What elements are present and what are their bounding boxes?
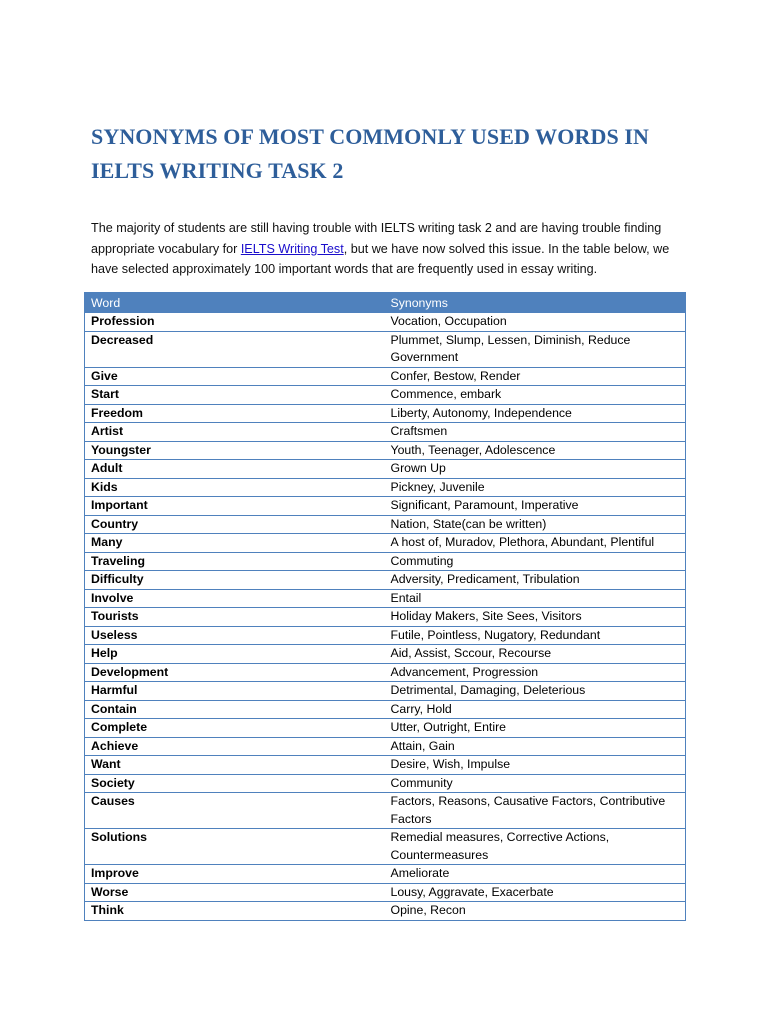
table-row [85, 829, 686, 865]
table-row [85, 552, 686, 571]
synonyms-table [84, 292, 686, 921]
table-row [85, 313, 686, 332]
word-cell: Useless [85, 626, 385, 645]
word-cell: Harmful [85, 682, 385, 701]
table-row [85, 515, 686, 534]
synonyms-cell: Opine, Recon [385, 902, 686, 921]
table-row [85, 663, 686, 682]
word-cell: Achieve [85, 737, 385, 756]
synonyms-cell: Utter, Outright, Entire [385, 719, 686, 738]
table-row [85, 386, 686, 405]
table-row [85, 589, 686, 608]
table-row [85, 404, 686, 423]
table-row [85, 423, 686, 442]
synonyms-cell: Holiday Makers, Site Sees, Visitors [385, 608, 686, 627]
table-row [85, 534, 686, 553]
word-cell: Think [85, 902, 385, 921]
intro-text-after-link: , but we have now solved this issue. In the table below, we have selected approximately 100 important words that are frequently used in essay writing. [91, 241, 670, 276]
synonyms-cell: Aid, Assist, Sccour, Recourse [385, 645, 686, 664]
table-row [85, 478, 686, 497]
table-row [85, 682, 686, 701]
intro-text-before-link: The majority of students are still having trouble with IELTS writing task 2 and are having trouble finding appropriate vocabulary for [91, 221, 662, 256]
word-cell: Important [85, 497, 385, 516]
synonyms-cell: Carry, Hold [385, 700, 686, 719]
word-cell: Improve [85, 865, 385, 884]
table-row [85, 883, 686, 902]
word-cell: Involve [85, 589, 385, 608]
synonyms-table-container [84, 292, 685, 921]
word-cell: Give [85, 367, 385, 386]
synonyms-cell: Commence, embark [385, 386, 686, 405]
word-cell: Contain [85, 700, 385, 719]
table-row [85, 626, 686, 645]
table-header-row [85, 293, 686, 313]
word-cell: Freedom [85, 404, 385, 423]
word-cell: Difficulty [85, 571, 385, 590]
table-row [85, 497, 686, 516]
synonyms-cell: Attain, Gain [385, 737, 686, 756]
intro-paragraph [91, 218, 691, 280]
word-cell: Complete [85, 719, 385, 738]
synonyms-cell: Grown Up [385, 460, 686, 479]
synonyms-cell: Youth, Teenager, Adolescence [385, 441, 686, 460]
table-row [85, 367, 686, 386]
word-cell: Help [85, 645, 385, 664]
synonyms-cell: Craftsmen [385, 423, 686, 442]
word-cell: Society [85, 774, 385, 793]
word-cell: Artist [85, 423, 385, 442]
word-cell: Kids [85, 478, 385, 497]
table-row [85, 737, 686, 756]
synonyms-cell: Plummet, Slump, Lessen, Diminish, Reduce Government [385, 331, 686, 367]
synonyms-cell: Futile, Pointless, Nugatory, Redundant [385, 626, 686, 645]
synonyms-cell: Factors, Reasons, Causative Factors, Contributive Factors [385, 793, 686, 829]
synonyms-cell: Liberty, Autonomy, Independence [385, 404, 686, 423]
synonyms-cell: Nation, State(can be written) [385, 515, 686, 534]
column-header-word: Word [85, 293, 385, 313]
synonyms-cell: Pickney, Juvenile [385, 478, 686, 497]
word-cell: Tourists [85, 608, 385, 627]
synonyms-cell: Ameliorate [385, 865, 686, 884]
column-header-synonyms: Synonyms [385, 293, 686, 313]
synonyms-cell: Entail [385, 589, 686, 608]
table-row [85, 608, 686, 627]
table-row [85, 902, 686, 921]
synonyms-cell: Significant, Paramount, Imperative [385, 497, 686, 516]
table-row [85, 700, 686, 719]
synonyms-cell: Advancement, Progression [385, 663, 686, 682]
table-row [85, 571, 686, 590]
word-cell: Worse [85, 883, 385, 902]
word-cell: Traveling [85, 552, 385, 571]
synonyms-cell: Detrimental, Damaging, Deleterious [385, 682, 686, 701]
word-cell: Youngster [85, 441, 385, 460]
table-row [85, 460, 686, 479]
word-cell: Profession [85, 313, 385, 332]
synonyms-cell: Adversity, Predicament, Tribulation [385, 571, 686, 590]
synonyms-cell: Vocation, Occupation [385, 313, 686, 332]
word-cell: Want [85, 756, 385, 775]
synonyms-cell: Confer, Bestow, Render [385, 367, 686, 386]
word-cell: Development [85, 663, 385, 682]
synonyms-cell: Commuting [385, 552, 686, 571]
synonyms-cell: Lousy, Aggravate, Exacerbate [385, 883, 686, 902]
word-cell: Start [85, 386, 385, 405]
synonyms-cell: Remedial measures, Corrective Actions, Countermeasures [385, 829, 686, 865]
table-row [85, 756, 686, 775]
table-row [85, 793, 686, 829]
ielts-writing-test-link[interactable]: IELTS Writing Test [240, 241, 344, 256]
table-row [85, 719, 686, 738]
word-cell: Solutions [85, 829, 385, 865]
synonyms-cell: Desire, Wish, Impulse [385, 756, 686, 775]
word-cell: Many [85, 534, 385, 553]
word-cell: Country [85, 515, 385, 534]
table-body [85, 313, 686, 921]
synonyms-cell: Community [385, 774, 686, 793]
synonyms-cell: A host of, Muradov, Plethora, Abundant, Plentiful [385, 534, 686, 553]
table-row [85, 774, 686, 793]
word-cell: Causes [85, 793, 385, 829]
word-cell: Decreased [85, 331, 385, 367]
table-header [85, 293, 686, 313]
table-row [85, 441, 686, 460]
table-row [85, 331, 686, 367]
table-row [85, 645, 686, 664]
word-cell: Adult [85, 460, 385, 479]
table-row [85, 865, 686, 884]
document-title: SYNONYMS OF MOST COMMONLY USED WORDS IN IELTS WRITING TASK 2 [91, 124, 650, 183]
